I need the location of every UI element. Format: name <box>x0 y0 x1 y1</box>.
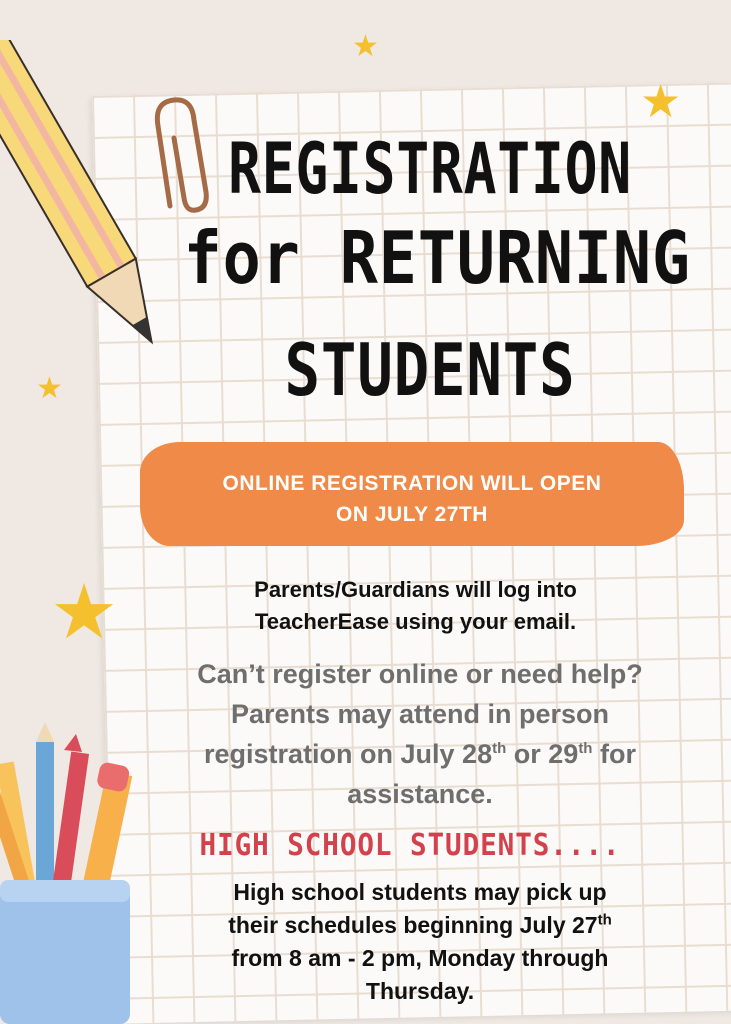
star-icon: ★ <box>50 567 119 656</box>
star-icon: ★ <box>352 29 379 64</box>
superscript-th: th <box>578 740 593 757</box>
paperclip-icon <box>148 96 218 220</box>
help-line-3-part-c: for <box>592 739 636 769</box>
login-line-1: Parents/Guardians will log into <box>254 577 577 602</box>
banner-line-1: ONLINE REGISTRATION WILL OPEN <box>222 472 602 495</box>
hs-line-2 <box>150 909 690 942</box>
help-line-1: Can’t register online or need help? <box>197 659 643 689</box>
title-line-for-returning: for RETURNING <box>183 216 691 300</box>
help-line-3-part-a: registration on July 28 <box>204 739 493 769</box>
pencil-cup-icon <box>0 712 140 1024</box>
banner-line-2: ON JULY 27TH <box>336 503 488 526</box>
help-line-3-part-b: or 29 <box>506 739 579 769</box>
help-line-3 <box>150 734 690 774</box>
help-line-2: Parents may attend in person <box>230 699 610 729</box>
superscript-th: th <box>597 911 612 929</box>
login-instructions <box>140 574 691 638</box>
banner-text <box>140 468 684 530</box>
hs-line-3: from 8 am - 2 pm, Monday through <box>231 945 609 971</box>
hs-line-1: High school students may pick up <box>233 879 607 905</box>
star-icon: ★ <box>36 371 63 406</box>
title-line-students: STUDENTS <box>284 328 576 412</box>
hs-line-2-text: their schedules beginning July 27 <box>228 912 598 938</box>
help-line-4: assistance. <box>347 779 493 809</box>
title-line-registration: REGISTRATION <box>228 128 632 210</box>
high-school-paragraph <box>150 876 690 1008</box>
help-paragraph <box>150 654 690 814</box>
superscript-th: th <box>492 740 507 757</box>
star-icon: ★ <box>640 74 682 128</box>
pencil-icon <box>0 40 170 390</box>
hs-line-4: Thursday. <box>365 978 475 1004</box>
login-line-2: TeacherEase using your email. <box>254 609 577 634</box>
high-school-heading: HIGH SCHOOL STUDENTS.... <box>199 828 621 863</box>
